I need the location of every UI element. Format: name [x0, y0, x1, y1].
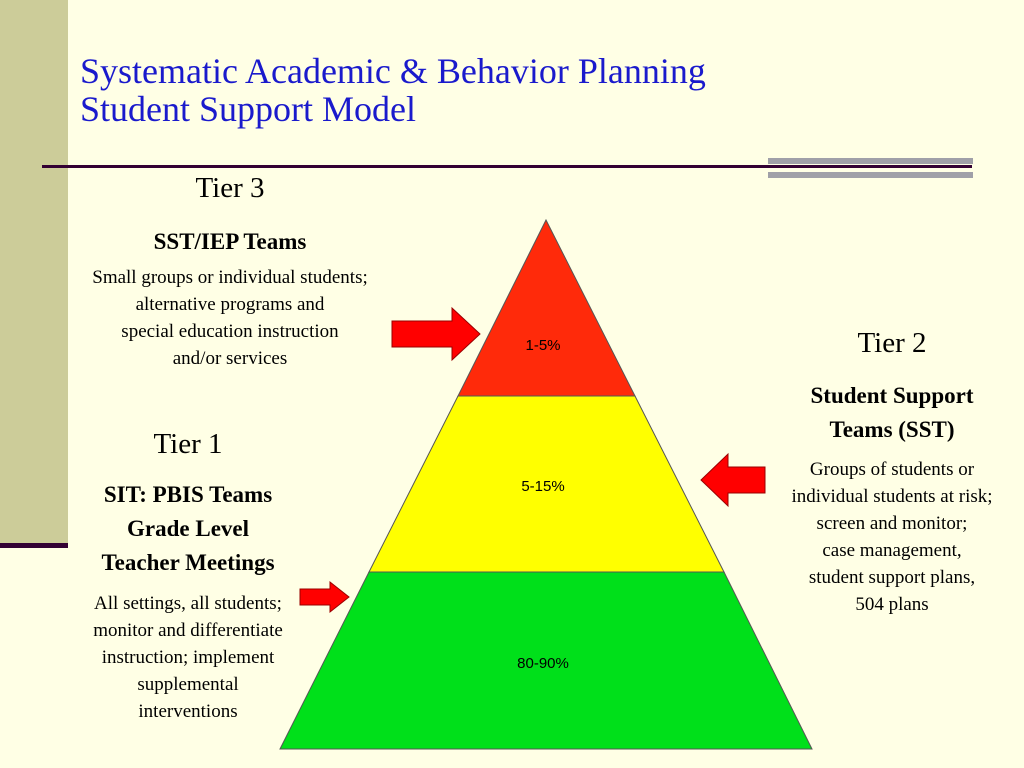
- tier3-percent-label: 1-5%: [525, 337, 561, 354]
- tier3-team-heading: SST/IEP Teams: [153, 229, 307, 254]
- tier3-desc-line: special education instruction: [121, 321, 339, 342]
- tier2-heading: Tier 2: [857, 327, 927, 359]
- tier1-description: [68, 590, 308, 725]
- tier2-block: [765, 327, 1019, 618]
- tier1-team-heading: [68, 478, 308, 580]
- tier1-desc-line: monitor and differentiate: [93, 620, 283, 641]
- tier1-desc-line: interventions: [138, 701, 238, 722]
- tier2-arrow-icon: [701, 454, 765, 506]
- tier1-block: [68, 428, 308, 725]
- tier2-description: [765, 456, 1019, 618]
- tier2-desc-line: student support plans,: [808, 567, 976, 588]
- tier1-team-line: Teacher Meetings: [101, 550, 275, 575]
- tier3-heading: Tier 3: [195, 172, 265, 204]
- tier1-heading: Tier 1: [153, 428, 223, 460]
- pyramid-tier3-segment: [458, 220, 635, 396]
- tier2-team-heading: [765, 379, 1019, 447]
- tier2-desc-line: 504 plans: [855, 594, 929, 615]
- tier1-team-line: Grade Level: [127, 516, 249, 541]
- tier2-desc-line: individual students at risk;: [791, 486, 993, 507]
- tier1-percent-label: 80-90%: [517, 655, 569, 672]
- tier2-desc-line: case management,: [822, 540, 962, 561]
- tier1-desc-line: supplemental: [137, 674, 239, 695]
- tier3-description: [50, 264, 410, 372]
- tier2-percent-label: 5-15%: [521, 478, 565, 495]
- tier3-desc-line: alternative programs and: [135, 294, 325, 315]
- tier2-team-line: Student Support: [810, 383, 974, 408]
- tier1-team-line: SIT: PBIS Teams: [103, 482, 273, 507]
- title-line-1: Systematic Academic & Behavior Planning: [80, 51, 706, 91]
- title-line-2: Student Support Model: [80, 89, 417, 129]
- tier2-desc-line: Groups of students or: [809, 459, 975, 480]
- tier2-team-line: Teams (SST): [829, 417, 955, 442]
- tier1-desc-line: instruction; implement: [101, 647, 275, 668]
- tier3-desc-line: Small groups or individual students;: [92, 267, 368, 288]
- tier1-desc-line: All settings, all students;: [94, 593, 282, 614]
- tier2-desc-line: screen and monitor;: [816, 513, 968, 534]
- tier3-desc-line: and/or services: [172, 348, 288, 369]
- tier3-block: [50, 172, 410, 372]
